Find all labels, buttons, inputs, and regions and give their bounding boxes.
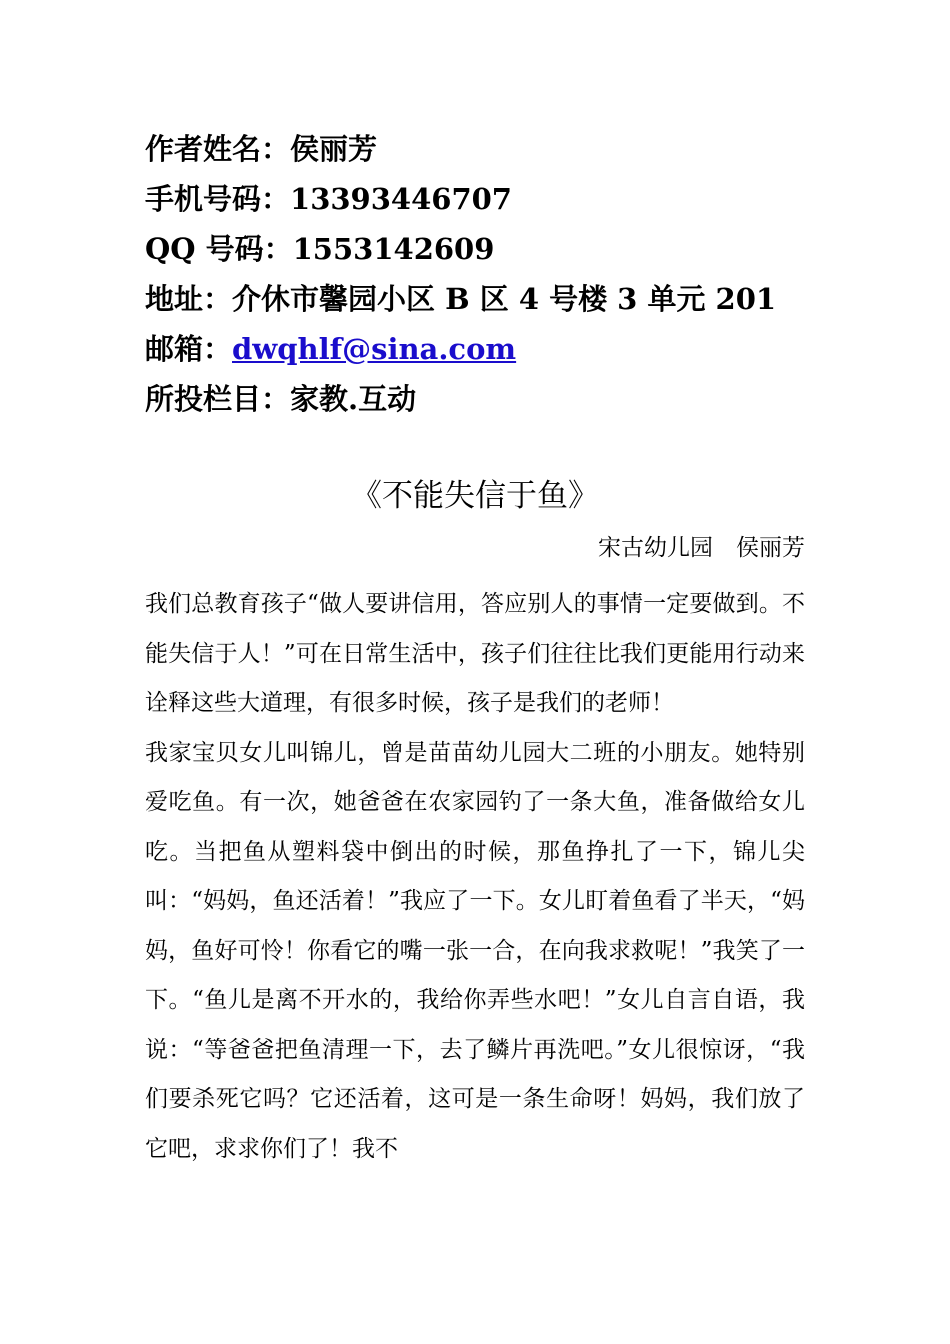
qq-line xyxy=(145,224,825,274)
qq-label: QQ 号码： xyxy=(145,232,293,266)
address-label: 地址： xyxy=(145,282,233,316)
author-name-value: 侯丽芳 xyxy=(290,132,378,166)
phone-value: 13393446707 xyxy=(290,182,512,216)
article-body xyxy=(145,580,805,1174)
email-line xyxy=(145,324,825,374)
article-title: 《不能失信于鱼》 xyxy=(351,478,599,514)
email-link[interactable]: dwqhlf@sina.com xyxy=(232,332,517,366)
paragraph: 我家宝贝女儿叫锦儿，曾是苗苗幼儿园大二班的小朋友。她特别爱吃鱼。有一次，她爸爸在农家园钓了一条大鱼，准备做给女儿吃。当把鱼从塑料袋中倒出的时候，那鱼挣扎了一下，锦儿尖叫：“妈妈，鱼还活着！”我应了一下。女儿盯着鱼看了半天，“妈妈，鱼好可怜！你看它的嘴一张一合，在向我求救呢！”我笑了一下。“鱼儿是离不开水的，我给你弄些水吧！”女儿自言自语，我说：“等爸爸把鱼清理一下，去了鳞片再洗吧。”女儿很惊讶，“我们要杀死它吗？它还活着，这可是一条生命呀！妈妈，我们放了它吧，求求你们了！我不 xyxy=(145,739,805,1162)
address-line xyxy=(145,274,825,324)
author-info-block xyxy=(145,124,825,424)
author-name-line xyxy=(145,124,825,174)
email-label: 邮箱： xyxy=(145,332,233,366)
phone-line xyxy=(145,174,825,224)
column-line xyxy=(145,374,825,424)
author-name-label: 作者姓名： xyxy=(145,132,291,166)
phone-label: 手机号码： xyxy=(145,182,291,216)
qq-value: 1553142609 xyxy=(292,232,495,266)
column-label: 所投栏目： xyxy=(145,382,291,416)
column-value: 家教.互动 xyxy=(290,382,417,416)
article-byline: 宋古幼儿园 侯丽芳 xyxy=(598,535,805,561)
address-value: 介休市馨园小区 B 区 4 号楼 3 单元 201 xyxy=(232,282,777,316)
paragraph: 我们总教育孩子“做人要讲信用，答应别人的事情一定要做到。不能失信于人！”可在日常生活中，孩子们往往比我们更能用行动来诠释这些大道理，有很多时候，孩子是我们的老师！ xyxy=(145,591,805,716)
